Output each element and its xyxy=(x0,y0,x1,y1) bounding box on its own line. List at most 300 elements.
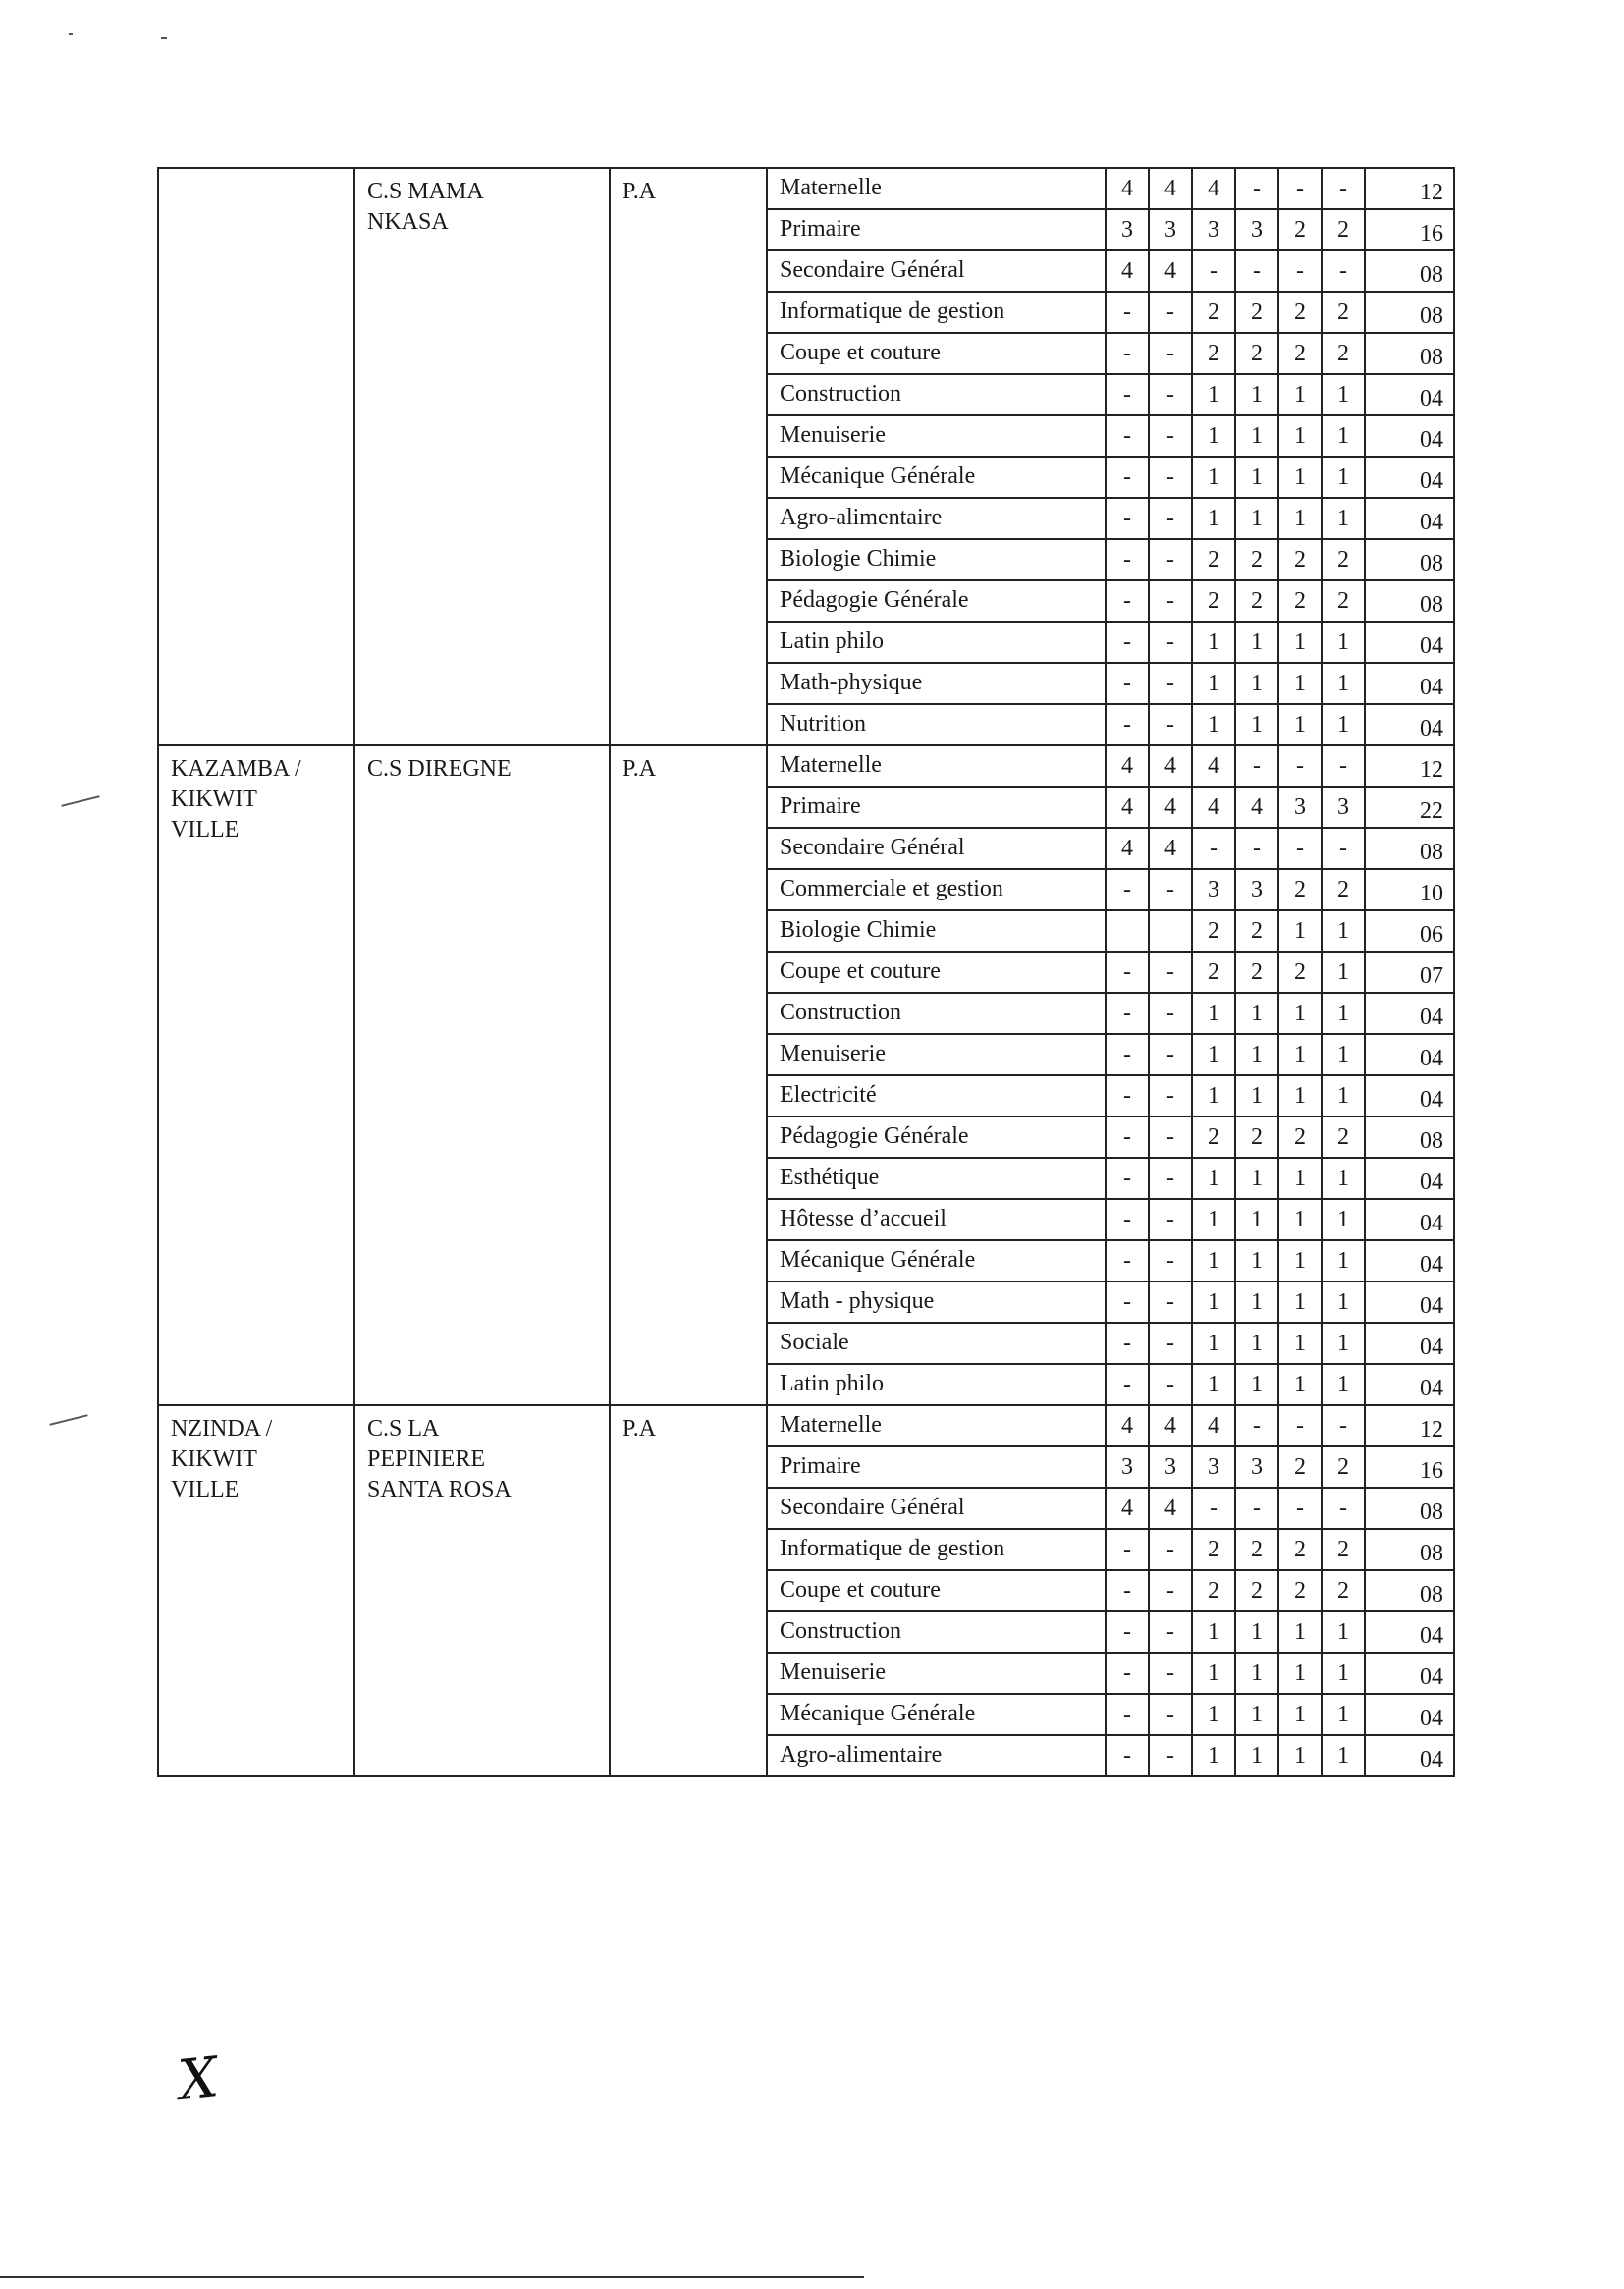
class-count-cell: - xyxy=(1278,745,1322,787)
class-count-cell: 1 xyxy=(1322,704,1365,745)
class-count-cell: 1 xyxy=(1192,1364,1235,1405)
total-cell: 04 xyxy=(1365,1075,1454,1117)
class-count-cell: 2 xyxy=(1278,1446,1322,1488)
total-cell: 08 xyxy=(1365,1117,1454,1158)
class-count-cell: 2 xyxy=(1322,333,1365,374)
total-cell: 04 xyxy=(1365,415,1454,457)
total-cell: 04 xyxy=(1365,457,1454,498)
class-count-cell: 1 xyxy=(1235,498,1278,539)
class-count-cell: - xyxy=(1106,704,1149,745)
class-count-cell: 1 xyxy=(1278,704,1322,745)
option-cell: Primaire xyxy=(767,209,1106,250)
class-count-cell: - xyxy=(1106,580,1149,622)
class-count-cell: 1 xyxy=(1192,498,1235,539)
option-cell: Secondaire Général xyxy=(767,250,1106,292)
class-count-cell: - xyxy=(1149,457,1192,498)
class-count-cell: - xyxy=(1322,828,1365,869)
handwritten-mark: X xyxy=(175,2045,222,2113)
class-count-cell: - xyxy=(1106,1075,1149,1117)
class-count-cell: 2 xyxy=(1322,292,1365,333)
option-cell: Primaire xyxy=(767,787,1106,828)
class-count-cell: 1 xyxy=(1235,1653,1278,1694)
class-count-cell: 3 xyxy=(1192,1446,1235,1488)
school-name-line: PEPINIERE xyxy=(367,1446,485,1472)
class-count-cell: 4 xyxy=(1106,745,1149,787)
option-cell: Electricité xyxy=(767,1075,1106,1117)
total-cell: 04 xyxy=(1365,1240,1454,1281)
option-cell: Maternelle xyxy=(767,168,1106,209)
class-count-cell: - xyxy=(1106,1529,1149,1570)
school-cell xyxy=(354,745,610,1405)
class-count-cell: 2 xyxy=(1278,952,1322,993)
class-count-cell: - xyxy=(1235,168,1278,209)
class-count-cell: 1 xyxy=(1322,1199,1365,1240)
scan-speck xyxy=(69,33,73,35)
class-count-cell: 4 xyxy=(1106,1488,1149,1529)
total-cell: 04 xyxy=(1365,1694,1454,1735)
class-count-cell: 1 xyxy=(1235,1240,1278,1281)
class-count-cell: 2 xyxy=(1192,1117,1235,1158)
class-count-cell: 2 xyxy=(1278,539,1322,580)
class-count-cell: 4 xyxy=(1106,250,1149,292)
class-count-cell: 2 xyxy=(1192,910,1235,952)
option-cell: Latin philo xyxy=(767,622,1106,663)
class-count-cell: - xyxy=(1278,1488,1322,1529)
class-count-cell: - xyxy=(1106,952,1149,993)
class-count-cell: 1 xyxy=(1192,1694,1235,1735)
class-count-cell: 4 xyxy=(1106,828,1149,869)
option-cell: Menuiserie xyxy=(767,415,1106,457)
class-count-cell: 2 xyxy=(1278,1117,1322,1158)
class-count-cell: 3 xyxy=(1106,1446,1149,1488)
total-cell: 04 xyxy=(1365,1653,1454,1694)
option-cell: Maternelle xyxy=(767,1405,1106,1446)
class-count-cell: - xyxy=(1149,622,1192,663)
option-cell: Agro-alimentaire xyxy=(767,1735,1106,1776)
class-count-cell: 2 xyxy=(1235,292,1278,333)
class-count-cell: 1 xyxy=(1192,1034,1235,1075)
total-cell: 16 xyxy=(1365,209,1454,250)
class-count-cell: 2 xyxy=(1278,1529,1322,1570)
class-count-cell: 1 xyxy=(1278,1735,1322,1776)
total-cell: 04 xyxy=(1365,1199,1454,1240)
class-count-cell: - xyxy=(1149,704,1192,745)
total-cell: 04 xyxy=(1365,1281,1454,1323)
class-count-cell: 1 xyxy=(1235,457,1278,498)
class-count-cell: 2 xyxy=(1192,333,1235,374)
class-count-cell: 1 xyxy=(1322,1240,1365,1281)
location-line: KIKWIT xyxy=(171,787,257,812)
class-count-cell: 2 xyxy=(1322,209,1365,250)
option-cell: Mécanique Générale xyxy=(767,1240,1106,1281)
class-count-cell xyxy=(1106,910,1149,952)
location-cell xyxy=(158,168,354,745)
total-cell: 04 xyxy=(1365,663,1454,704)
class-count-cell: - xyxy=(1149,1570,1192,1611)
class-count-cell: - xyxy=(1192,828,1235,869)
class-count-cell: 1 xyxy=(1322,1364,1365,1405)
class-count-cell: 1 xyxy=(1192,1199,1235,1240)
total-cell: 08 xyxy=(1365,250,1454,292)
class-count-cell: 1 xyxy=(1278,1075,1322,1117)
class-count-cell: 1 xyxy=(1235,1034,1278,1075)
class-count-cell: 2 xyxy=(1235,1570,1278,1611)
total-cell: 04 xyxy=(1365,704,1454,745)
class-count-cell: 1 xyxy=(1322,993,1365,1034)
class-count-cell: 1 xyxy=(1192,374,1235,415)
class-count-cell: - xyxy=(1106,1240,1149,1281)
class-count-cell: - xyxy=(1149,580,1192,622)
option-cell: Pédagogie Générale xyxy=(767,580,1106,622)
class-count-cell: 3 xyxy=(1235,869,1278,910)
class-count-cell: 3 xyxy=(1106,209,1149,250)
class-count-cell: 1 xyxy=(1235,663,1278,704)
class-count-cell: - xyxy=(1106,1034,1149,1075)
class-count-cell: 2 xyxy=(1235,910,1278,952)
class-count-cell: 1 xyxy=(1278,498,1322,539)
class-count-cell: 3 xyxy=(1235,209,1278,250)
class-count-cell: 1 xyxy=(1278,1323,1322,1364)
total-cell: 04 xyxy=(1365,1323,1454,1364)
class-count-cell: 2 xyxy=(1278,333,1322,374)
option-cell: Construction xyxy=(767,1611,1106,1653)
class-count-cell: - xyxy=(1106,1158,1149,1199)
class-count-cell: - xyxy=(1106,415,1149,457)
class-count-cell: 1 xyxy=(1278,1158,1322,1199)
total-cell: 04 xyxy=(1365,1158,1454,1199)
class-count-cell: 1 xyxy=(1322,1158,1365,1199)
total-cell: 08 xyxy=(1365,539,1454,580)
class-count-cell: 1 xyxy=(1278,993,1322,1034)
option-cell: Informatique de gestion xyxy=(767,292,1106,333)
class-count-cell: - xyxy=(1149,498,1192,539)
class-count-cell: 1 xyxy=(1192,1158,1235,1199)
class-count-cell: 1 xyxy=(1235,1075,1278,1117)
class-count-cell: 1 xyxy=(1322,1611,1365,1653)
location-line: KAZAMBA / xyxy=(171,756,301,782)
class-count-cell: 1 xyxy=(1235,1281,1278,1323)
total-cell: 04 xyxy=(1365,1735,1454,1776)
option-cell: Secondaire Général xyxy=(767,1488,1106,1529)
class-count-cell: 1 xyxy=(1235,1694,1278,1735)
class-count-cell: 1 xyxy=(1235,374,1278,415)
total-cell: 22 xyxy=(1365,787,1454,828)
option-cell: Sociale xyxy=(767,1323,1106,1364)
class-count-cell: 3 xyxy=(1192,209,1235,250)
class-count-cell: 1 xyxy=(1322,952,1365,993)
class-count-cell: 1 xyxy=(1322,1075,1365,1117)
class-count-cell: - xyxy=(1106,1570,1149,1611)
option-cell: Commerciale et gestion xyxy=(767,869,1106,910)
total-cell: 04 xyxy=(1365,993,1454,1034)
option-cell: Coupe et couture xyxy=(767,333,1106,374)
total-cell: 16 xyxy=(1365,1446,1454,1488)
class-count-cell: 1 xyxy=(1322,1281,1365,1323)
class-count-cell: - xyxy=(1149,1694,1192,1735)
class-count-cell: 1 xyxy=(1235,1158,1278,1199)
location-line: NZINDA / xyxy=(171,1416,273,1442)
class-count-cell: - xyxy=(1106,1323,1149,1364)
option-cell: Hôtesse d’accueil xyxy=(767,1199,1106,1240)
class-count-cell: - xyxy=(1322,1488,1365,1529)
location-cell xyxy=(158,745,354,1405)
option-cell: Esthétique xyxy=(767,1158,1106,1199)
class-count-cell: 1 xyxy=(1192,415,1235,457)
option-cell: Coupe et couture xyxy=(767,1570,1106,1611)
class-count-cell: 2 xyxy=(1192,952,1235,993)
class-count-cell: - xyxy=(1278,1405,1322,1446)
class-count-cell: 1 xyxy=(1278,622,1322,663)
class-count-cell: 1 xyxy=(1322,1034,1365,1075)
class-count-cell: 2 xyxy=(1322,1446,1365,1488)
class-count-cell: 1 xyxy=(1278,1364,1322,1405)
total-cell: 04 xyxy=(1365,622,1454,663)
class-count-cell: 1 xyxy=(1192,993,1235,1034)
class-count-cell: - xyxy=(1149,1529,1192,1570)
class-count-cell: 1 xyxy=(1235,1735,1278,1776)
class-count-cell: 2 xyxy=(1192,539,1235,580)
class-count-cell: 1 xyxy=(1192,1240,1235,1281)
class-count-cell: 3 xyxy=(1192,869,1235,910)
location-cell xyxy=(158,1405,354,1776)
table-body xyxy=(158,168,1454,1776)
school-name-line: NKASA xyxy=(367,209,449,235)
class-count-cell: - xyxy=(1149,1611,1192,1653)
class-count-cell: - xyxy=(1149,1653,1192,1694)
class-count-cell: 1 xyxy=(1235,704,1278,745)
class-count-cell: 3 xyxy=(1278,787,1322,828)
class-count-cell: 2 xyxy=(1322,1570,1365,1611)
option-cell: Latin philo xyxy=(767,1364,1106,1405)
class-count-cell: 4 xyxy=(1192,787,1235,828)
class-count-cell: 1 xyxy=(1278,1694,1322,1735)
total-cell: 04 xyxy=(1365,1611,1454,1653)
class-count-cell: 1 xyxy=(1235,622,1278,663)
class-count-cell: 1 xyxy=(1235,1364,1278,1405)
class-count-cell: - xyxy=(1149,952,1192,993)
total-cell: 04 xyxy=(1365,498,1454,539)
class-count-cell: 1 xyxy=(1322,1694,1365,1735)
class-count-cell: 1 xyxy=(1192,1735,1235,1776)
total-cell: 08 xyxy=(1365,1570,1454,1611)
class-count-cell: 1 xyxy=(1278,1034,1322,1075)
class-count-cell: 1 xyxy=(1235,1199,1278,1240)
class-count-cell: 4 xyxy=(1106,168,1149,209)
school-cell xyxy=(354,1405,610,1776)
class-count-cell: - xyxy=(1106,1117,1149,1158)
total-cell: 12 xyxy=(1365,168,1454,209)
option-cell: Menuiserie xyxy=(767,1034,1106,1075)
class-count-cell: - xyxy=(1322,250,1365,292)
class-count-cell: 1 xyxy=(1322,1323,1365,1364)
class-count-cell: 1 xyxy=(1278,374,1322,415)
class-count-cell: - xyxy=(1278,250,1322,292)
class-count-cell: - xyxy=(1106,993,1149,1034)
class-count-cell: 4 xyxy=(1149,168,1192,209)
class-count-cell: 1 xyxy=(1192,622,1235,663)
class-count-cell: 1 xyxy=(1322,498,1365,539)
class-count-cell: 1 xyxy=(1192,663,1235,704)
class-count-cell: 1 xyxy=(1322,457,1365,498)
class-count-cell: - xyxy=(1149,333,1192,374)
option-cell: Primaire xyxy=(767,1446,1106,1488)
class-count-cell: 1 xyxy=(1192,704,1235,745)
class-count-cell: - xyxy=(1192,1488,1235,1529)
class-count-cell: - xyxy=(1106,869,1149,910)
class-count-cell: 1 xyxy=(1235,415,1278,457)
class-count-cell: - xyxy=(1149,1158,1192,1199)
class-count-cell: - xyxy=(1278,168,1322,209)
class-count-cell: - xyxy=(1106,663,1149,704)
class-count-cell: 4 xyxy=(1149,828,1192,869)
class-count-cell: 2 xyxy=(1278,209,1322,250)
class-count-cell: - xyxy=(1149,374,1192,415)
page-edge-line xyxy=(0,2276,864,2278)
option-cell: Biologie Chimie xyxy=(767,910,1106,952)
class-count-cell: 3 xyxy=(1235,1446,1278,1488)
option-cell: Construction xyxy=(767,374,1106,415)
school-name-line: C.S LA xyxy=(367,1416,440,1442)
class-count-cell: - xyxy=(1149,1034,1192,1075)
option-cell: Biologie Chimie xyxy=(767,539,1106,580)
school-cell xyxy=(354,168,610,745)
class-count-cell: - xyxy=(1106,374,1149,415)
option-cell: Maternelle xyxy=(767,745,1106,787)
class-count-cell: - xyxy=(1106,498,1149,539)
class-count-cell: - xyxy=(1106,333,1149,374)
total-cell: 06 xyxy=(1365,910,1454,952)
regime-cell: P.A xyxy=(610,1405,767,1776)
class-count-cell: 4 xyxy=(1149,250,1192,292)
total-cell: 04 xyxy=(1365,1364,1454,1405)
class-count-cell: 1 xyxy=(1278,1240,1322,1281)
option-cell: Coupe et couture xyxy=(767,952,1106,993)
class-count-cell: - xyxy=(1106,457,1149,498)
option-cell: Informatique de gestion xyxy=(767,1529,1106,1570)
class-count-cell: 1 xyxy=(1278,1653,1322,1694)
class-count-cell: 3 xyxy=(1149,1446,1192,1488)
class-count-cell: 2 xyxy=(1322,1117,1365,1158)
option-cell: Mécanique Générale xyxy=(767,1694,1106,1735)
class-count-cell: - xyxy=(1106,1611,1149,1653)
school-name-line: C.S MAMA xyxy=(367,179,484,204)
class-count-cell: 4 xyxy=(1106,1405,1149,1446)
option-cell: Pédagogie Générale xyxy=(767,1117,1106,1158)
class-count-cell: - xyxy=(1149,869,1192,910)
class-count-cell: 1 xyxy=(1322,622,1365,663)
class-count-cell: - xyxy=(1322,168,1365,209)
class-count-cell: - xyxy=(1149,663,1192,704)
scan-speck xyxy=(161,37,167,39)
class-count-cell: 3 xyxy=(1322,787,1365,828)
regime-cell: P.A xyxy=(610,168,767,745)
class-count-cell: - xyxy=(1149,1117,1192,1158)
total-cell: 08 xyxy=(1365,828,1454,869)
class-count-cell: 1 xyxy=(1322,415,1365,457)
class-count-cell: 1 xyxy=(1322,1653,1365,1694)
class-count-cell: 4 xyxy=(1192,745,1235,787)
class-count-cell: - xyxy=(1106,622,1149,663)
class-count-cell: - xyxy=(1322,745,1365,787)
class-count-cell: 2 xyxy=(1278,869,1322,910)
total-cell: 04 xyxy=(1365,1034,1454,1075)
class-count-cell: 1 xyxy=(1192,1653,1235,1694)
schools-options-table xyxy=(157,167,1455,1777)
class-count-cell: 2 xyxy=(1235,952,1278,993)
class-count-cell: 4 xyxy=(1149,1488,1192,1529)
class-count-cell: - xyxy=(1106,1281,1149,1323)
class-count-cell: - xyxy=(1235,1488,1278,1529)
class-count-cell: 2 xyxy=(1278,580,1322,622)
class-count-cell: 4 xyxy=(1149,787,1192,828)
total-cell: 12 xyxy=(1365,1405,1454,1446)
class-count-cell: 1 xyxy=(1278,415,1322,457)
class-count-cell: - xyxy=(1106,1364,1149,1405)
class-count-cell: - xyxy=(1106,1694,1149,1735)
class-count-cell: 2 xyxy=(1235,539,1278,580)
option-cell: Secondaire Général xyxy=(767,828,1106,869)
class-count-cell: 2 xyxy=(1278,292,1322,333)
class-count-cell: 4 xyxy=(1149,745,1192,787)
class-count-cell: 1 xyxy=(1278,457,1322,498)
class-count-cell: 2 xyxy=(1192,292,1235,333)
class-count-cell: - xyxy=(1322,1405,1365,1446)
total-cell: 04 xyxy=(1365,374,1454,415)
table-row xyxy=(158,745,1454,787)
option-cell: Math-physique xyxy=(767,663,1106,704)
class-count-cell: 4 xyxy=(1235,787,1278,828)
class-count-cell: - xyxy=(1149,1364,1192,1405)
total-cell: 08 xyxy=(1365,1488,1454,1529)
class-count-cell: 1 xyxy=(1235,1611,1278,1653)
class-count-cell: 2 xyxy=(1322,580,1365,622)
class-count-cell: 4 xyxy=(1192,1405,1235,1446)
class-count-cell: 1 xyxy=(1322,1735,1365,1776)
margin-mark xyxy=(61,795,99,807)
option-cell: Construction xyxy=(767,993,1106,1034)
total-cell: 08 xyxy=(1365,580,1454,622)
option-cell: Mécanique Générale xyxy=(767,457,1106,498)
class-count-cell: 2 xyxy=(1192,580,1235,622)
class-count-cell: - xyxy=(1149,1735,1192,1776)
class-count-cell: 4 xyxy=(1106,787,1149,828)
location-line: VILLE xyxy=(171,1477,240,1502)
total-cell: 08 xyxy=(1365,292,1454,333)
class-count-cell: 2 xyxy=(1192,1570,1235,1611)
class-count-cell: 1 xyxy=(1235,993,1278,1034)
class-count-cell: - xyxy=(1192,250,1235,292)
class-count-cell: 4 xyxy=(1149,1405,1192,1446)
total-cell: 08 xyxy=(1365,1529,1454,1570)
location-line: KIKWIT xyxy=(171,1446,257,1472)
option-cell: Nutrition xyxy=(767,704,1106,745)
class-count-cell: - xyxy=(1149,1075,1192,1117)
class-count-cell xyxy=(1149,910,1192,952)
school-name-line: C.S DIREGNE xyxy=(367,756,512,782)
class-count-cell: 1 xyxy=(1322,910,1365,952)
class-count-cell: 1 xyxy=(1192,1611,1235,1653)
total-cell: 10 xyxy=(1365,869,1454,910)
option-cell: Math - physique xyxy=(767,1281,1106,1323)
class-count-cell: 1 xyxy=(1278,1611,1322,1653)
class-count-cell: - xyxy=(1149,292,1192,333)
class-count-cell: - xyxy=(1235,1405,1278,1446)
class-count-cell: 2 xyxy=(1235,1529,1278,1570)
class-count-cell: 4 xyxy=(1192,168,1235,209)
class-count-cell: 1 xyxy=(1192,1075,1235,1117)
class-count-cell: - xyxy=(1106,1199,1149,1240)
class-count-cell: - xyxy=(1106,1735,1149,1776)
